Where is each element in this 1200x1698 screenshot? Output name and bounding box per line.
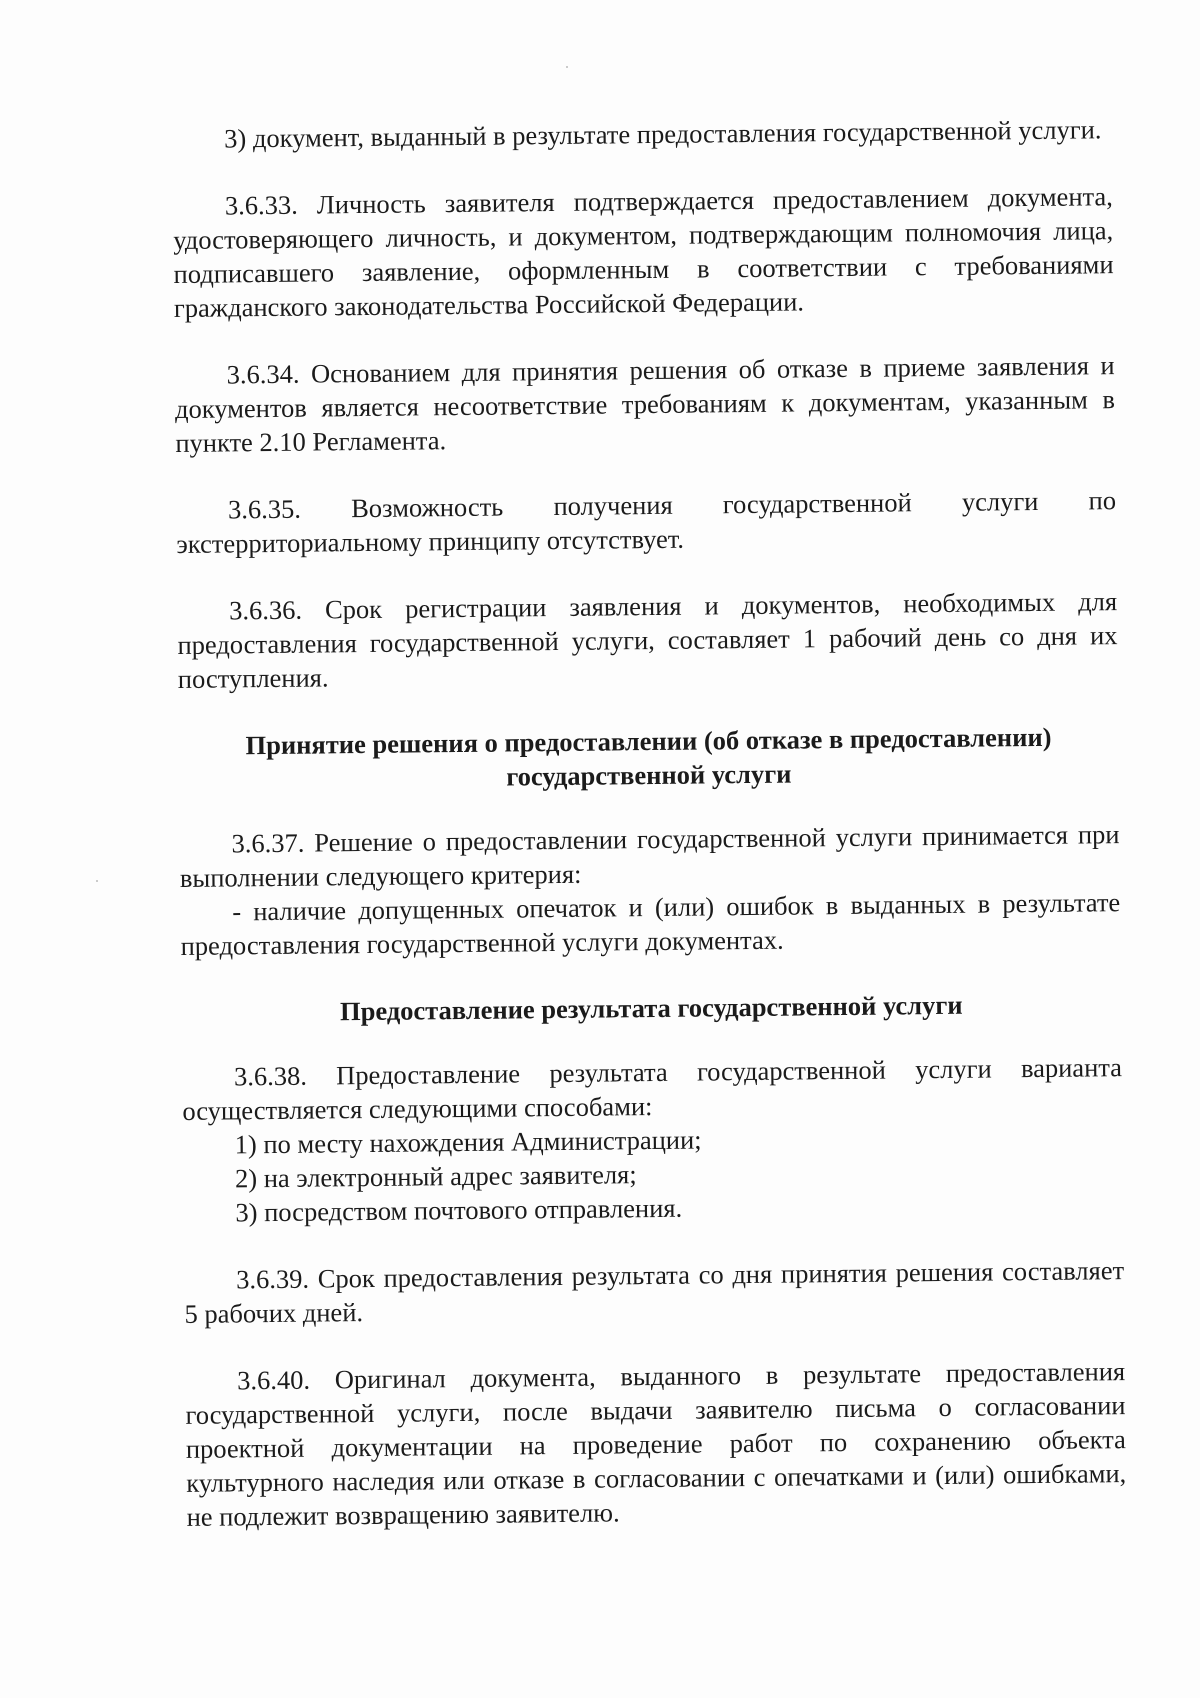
list-item: 1) по месту нахождения Администрации; [234,1124,702,1160]
document-body [172,112,1127,1567]
paragraph-3-6-35: 3.6.35. Возможность получения государственной услуги по экстерриториальному принципу отсутствует. [176,485,1117,559]
paragraph-3-6-34: 3.6.34. Основанием для принятия решения об отказе в приеме заявления и документов является несоответствие требованиям к документам, указанным в пункте 2.10 Регламента. [174,350,1116,458]
paragraph-3-6-37: 3.6.37. Решение о предоставлении государственной услуги принимается при выполнении следующего критерия: [179,819,1120,893]
section-heading-decision-line1: Принятие решения о предоставлении (об отказе в предоставлении) [245,721,1052,761]
paragraph-3-6-33: 3.6.33. Личность заявителя подтверждается предоставлением документа, удостоверяющего личность, и документом, подтверждающим полномочия лица, подписавшего заявление, оформленным в соответствии с требованиями гражданского законодательства Российской Федерации. [173,181,1114,323]
scan-speck [96,880,98,882]
section-heading-result [181,986,1121,1030]
scan-speck [566,66,568,68]
result-methods-list [183,1118,1124,1230]
paragraph-3-6-38: 3.6.38. Предоставление результата государственной услуги варианта осуществляется следующими способами: [182,1052,1123,1126]
section-heading-result-line: Предоставление результата государственной услуги [339,989,963,1027]
section-heading-decision-line2: государственной услуги [506,758,792,792]
paragraph-item-3: 3) документ, выданный в результате предоставления государственной услуги. [224,114,1102,154]
section-heading-decision [178,719,1119,797]
list-item: 3) посредством почтового отправления. [235,1192,683,1228]
paragraph-3-6-40: 3.6.40. Оригинал документа, выданного в результате предоставления государственной услуги, после выдачи заявителю письма о согласовании проектной документации на проведение работ по сохранению объекта культурного наследия или отказе в согласовании с опечатками и (или) ошибками, не подлежит возвращению заявителю. [185,1356,1127,1532]
list-item: 2) на электронный адрес заявителя; [234,1159,637,1194]
paragraph-3-6-39: 3.6.39. Срок предоставления результата со дня принятия решения составляет 5 рабочих дней. [184,1255,1125,1329]
paragraph-3-6-36: 3.6.36. Срок регистрации заявления и документов, необходимых для предоставления государственной услуги, составляет 1 рабочий день со дня их поступления. [177,586,1118,694]
paragraph-3-6-37-criterion: - наличие допущенных опечаток и (или) ошибок в выданных в результате предоставления государственной услуги документах. [180,887,1121,961]
